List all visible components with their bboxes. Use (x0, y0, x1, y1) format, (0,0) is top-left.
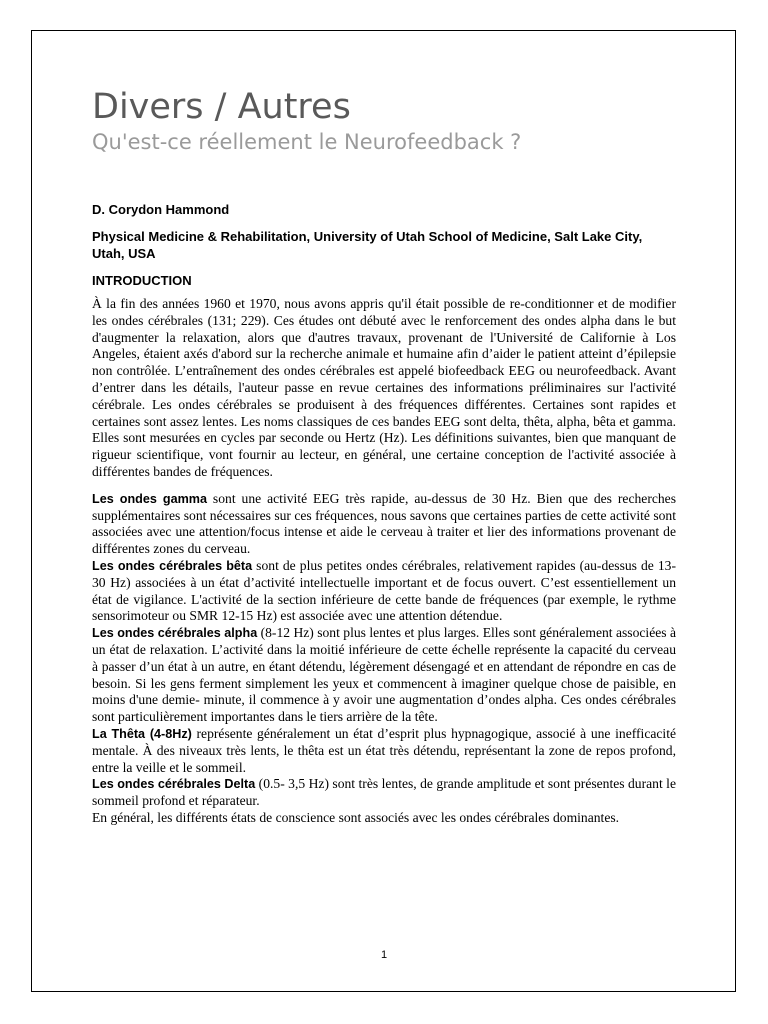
theta-label: La Thêta (4-8Hz) (92, 726, 192, 741)
alpha-label: Les ondes cérébrales alpha (92, 626, 258, 641)
gamma-label: Les ondes gamma (92, 491, 207, 506)
closing-text: En général, les différents états de conscience sont associés avec les ondes cérébrales dominantes. (92, 809, 620, 825)
author-name: D. Corydon Hammond (92, 202, 230, 217)
alpha-text: (8-12 Hz) sont plus lentes et plus larges. Elles sont généralement associées à un état de relaxation. L’activité dans la moitié inférieure de cette échelle représente la capacité du cerveau à passer d’un état à un autre, en étant détendu, légèrement désengagé et en attendant de répondre en cas de besoin. Si les gens ferment simplement les yeux et commencent à imaginer quelque chose de paisible, en moins d'une demie- minute, il commence à y avoir une augmentation d’ondes alpha. Ces ondes cérébrales sont particulièrement importantes dans le tiers arrière de la tête. (92, 625, 676, 725)
intro-paragraph: À la fin des années 1960 et 1970, nous avons appris qu'il était possible de re-conditionner et de modifier les ondes cérébrales (131; 229). Ces études ont débuté avec le renforcement des ondes alpha dans le but d'augmenter la relaxation, alors que d'autres travaux, provenant de l'Université de Californie à Los Angeles, étaient axés d'abord sur la recherche animale et humaine afin d’aider le patient atteint d’épilepsie non contrôlée. L’entraînement des ondes cérébrales est appelé biofeedback EEG ou neurofeedback. Avant d’entrer dans les détails, l'auteur passe en revue certaines des informations préliminaires sur l'activité cérébrale. Les ondes cérébrales se produisent à des fréquences différentes. Certaines sont rapides et certaines sont assez lentes. Les noms classiques de ces bandes EEG sont delta, thêta, alpha, bêta et gamma. Elles sont mesurées en cycles par seconde ou Hertz (Hz). Les définitions suivantes, bien que manquant de rigueur scientifique, vont fournir au lecteur, en général, une certaine conception de l'activité associée à différentes bandes de fréquences. (92, 296, 676, 479)
theta-text: représente généralement un état d’esprit plus hypnagogique, associé à une inefficacité mentale. À des niveaux très lents, le thêta est un état très détendu, représentant la zone de repos profond, entre la veille et le sommeil. (92, 725, 677, 775)
gamma-text: sont une activité EEG très rapide, au-dessus de 30 Hz. Bien que des recherches supplémentaires sont nécessaires sur ces fréquences, nous savons que certaines parties de cette activité sont associées avec une attention/focus intense et aide le cerveau à traiter et lier des informations provenant de différentes zones du cerveau. (92, 490, 676, 557)
theta-description (92, 726, 676, 776)
beta-description (92, 558, 676, 625)
document-title: Divers / Autres (92, 87, 351, 127)
document-subtitle: Qu'est-ce réellement le Neurofeedback ? (92, 130, 522, 154)
author-affiliation: Physical Medicine & Rehabilitation, University of Utah School of Medicine, Salt Lake City, Utah, USA (92, 229, 643, 261)
gamma-description (92, 491, 676, 558)
delta-description (92, 776, 676, 810)
page-number: 1 (380, 949, 388, 961)
delta-label: Les ondes cérébrales Delta (92, 777, 256, 792)
document-body (92, 86, 676, 827)
alpha-description (92, 625, 676, 726)
beta-label: Les ondes cérébrales bêta (92, 558, 253, 573)
section-heading: INTRODUCTION (92, 273, 192, 288)
wave-descriptions-paragraph (92, 491, 676, 827)
delta-text: (0.5- 3,5 Hz) sont très lentes, de grande amplitude et sont présentes durant le sommeil profond et réparateur. (92, 776, 676, 809)
beta-text: sont de plus petites ondes cérébrales, relativement rapides (au-dessus de 13-30 Hz) associées à un état d’activité intellectuelle important et de focus ouvert. C’est essentiellement un état de vigilance. L'activité de la section inférieure de cette bande de fréquences (par exemple, le rythme sensorimoteur ou SMR 12-15 Hz) est associée avec une attention détendue. (92, 557, 676, 624)
